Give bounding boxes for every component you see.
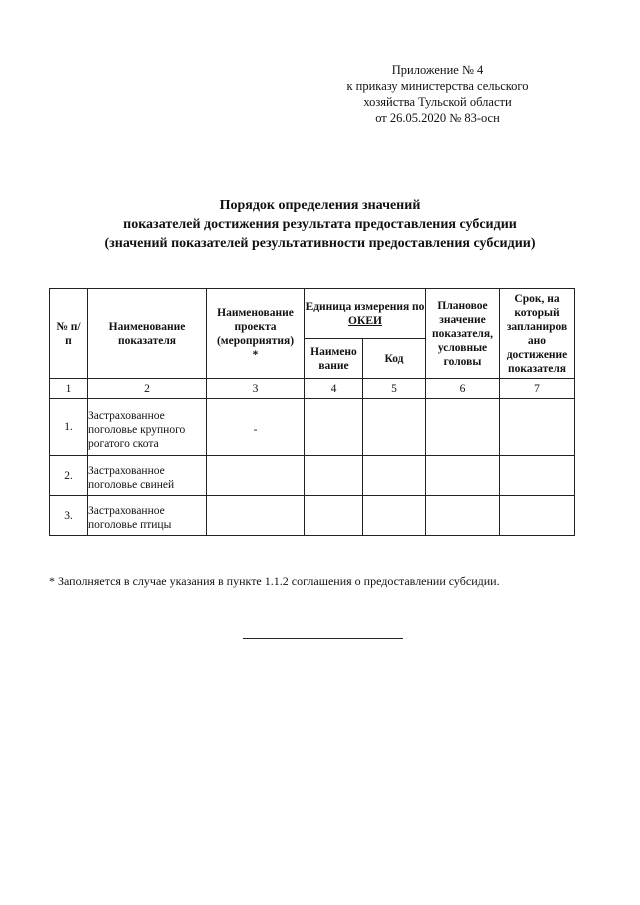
row-planned-cell — [426, 399, 500, 456]
column-number-row — [50, 379, 575, 399]
row-unit-code-cell — [363, 399, 426, 456]
row-planned-cell — [426, 456, 500, 496]
document-title — [40, 196, 600, 253]
appendix-number: Приложение № 4 — [391, 63, 484, 77]
indicators-table — [49, 288, 575, 536]
row-number: 2. — [50, 456, 88, 496]
title-line-2: показателей достижения результата предоставления субсидии — [123, 217, 517, 232]
appendix-order-line: к приказу министерства сельского — [346, 79, 529, 93]
header-unit-name: Наимено вание — [305, 339, 363, 379]
title-line-3: (значений показателей результативности предоставления субсидии) — [104, 236, 536, 251]
column-number: 2 — [88, 379, 207, 399]
column-number: 1 — [50, 379, 88, 399]
table-row — [50, 399, 575, 456]
signature-divider — [243, 638, 403, 639]
appendix-ministry-line: хозяйства Тульской области — [363, 95, 512, 109]
header-num: № п/ п — [50, 289, 88, 379]
row-unit-name-cell — [305, 399, 363, 456]
appendix-header — [330, 62, 545, 126]
row-indicator-name: Застрахованное поголовье крупного рогатого скота — [88, 399, 207, 456]
title-line-1: Порядок определения значений — [219, 198, 421, 213]
header-deadline: Срок, на который запланиров ано достижение показателя — [500, 289, 575, 379]
row-indicator-name: Застрахованное поголовье свиней — [88, 456, 207, 496]
row-number: 3. — [50, 496, 88, 536]
column-number: 4 — [305, 379, 363, 399]
column-number: 6 — [426, 379, 500, 399]
row-deadline-cell — [500, 456, 575, 496]
row-deadline-cell — [500, 399, 575, 456]
row-project — [207, 456, 305, 496]
table-row — [50, 456, 575, 496]
row-project — [207, 496, 305, 536]
row-planned-cell — [426, 496, 500, 536]
row-unit-name-cell — [305, 496, 363, 536]
column-number: 7 — [500, 379, 575, 399]
row-deadline-cell — [500, 496, 575, 536]
column-number: 5 — [363, 379, 426, 399]
header-unit-code: Код — [363, 339, 426, 379]
row-indicator-name: Застрахованное поголовье птицы — [88, 496, 207, 536]
header-row-1 — [50, 289, 575, 339]
row-unit-code-cell — [363, 496, 426, 536]
table-row — [50, 496, 575, 536]
header-project: Наименование проекта (мероприятия) * — [207, 289, 305, 379]
header-indicator: Наименование показателя — [88, 289, 207, 379]
appendix-date-line: от 26.05.2020 № 83-осн — [375, 111, 500, 125]
row-unit-name-cell — [305, 456, 363, 496]
row-number: 1. — [50, 399, 88, 456]
header-unit: Единица измерения по ОКЕИ — [305, 289, 426, 339]
footnote: * Заполняется в случае указания в пункте 1.1.2 соглашения о предоставлении субсидии. — [49, 574, 500, 588]
column-number: 3 — [207, 379, 305, 399]
row-project: - — [207, 399, 305, 456]
row-unit-code-cell — [363, 456, 426, 496]
header-planned: Плановое значение показателя, условные головы — [426, 289, 500, 379]
